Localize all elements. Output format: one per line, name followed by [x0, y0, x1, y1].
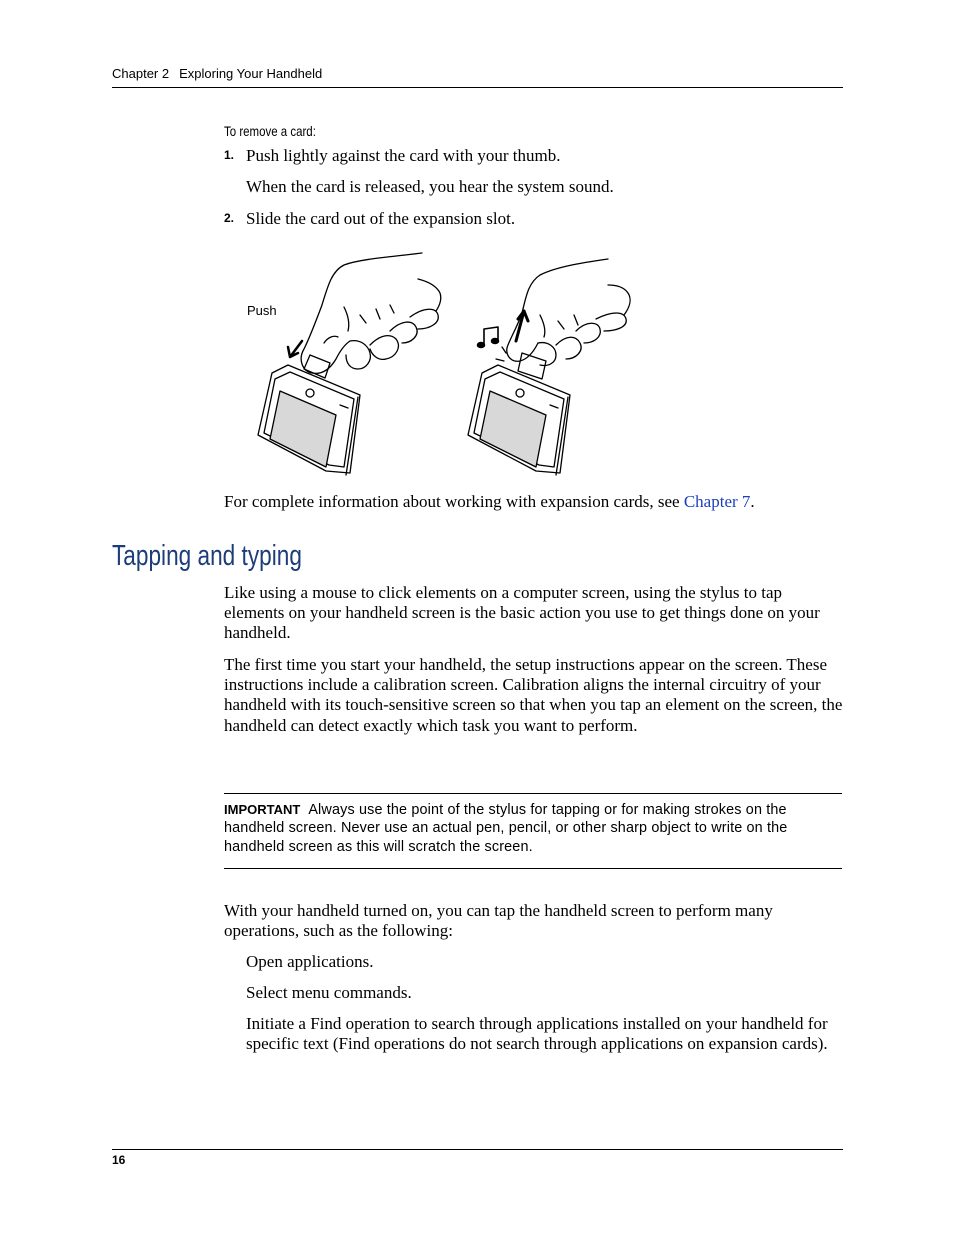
paragraph-calibration: The first time you start your handheld, the setup instructions appear on the screen. These instructions include a calibration screen. Calibration aligns the internal circuitry of your handheld with its touch-sensitive screen so that when you tap an element on the screen, the handheld can detect exactly which task you want to perform. — [224, 655, 843, 735]
step-1-note: When the card is released, you hear the system sound. — [246, 177, 614, 196]
expansion-info — [224, 492, 844, 512]
header-chapter-title: Exploring Your Handheld — [179, 66, 323, 81]
footer-rule — [112, 1149, 843, 1150]
push-label: Push — [247, 303, 277, 318]
note-bottom-rule — [224, 868, 842, 869]
info-text: For complete information about working with expansion cards, see — [224, 492, 684, 511]
paragraph-stylus: Like using a mouse to click elements on a computer screen, using the stylus to tap elements on your handheld screen is the basic action you use to get things done on your handheld. — [224, 583, 820, 643]
operation-item: Initiate a Find operation to search through applications installed on your handheld for specific text (Find operations do not search through applications on expansion cards). — [246, 1014, 828, 1054]
chapter-7-link[interactable]: Chapter 7 — [683, 492, 751, 511]
hand-left — [301, 253, 441, 373]
hand-right — [496, 259, 630, 366]
section-title: Tapping and typing — [112, 540, 302, 572]
running-header — [112, 66, 322, 81]
info-text-end: . — [750, 492, 755, 511]
push-arrow-icon — [288, 341, 302, 357]
handheld-right — [468, 365, 570, 475]
procedure-heading: To remove a card: — [224, 123, 316, 139]
operation-item: Select menu commands. — [246, 983, 412, 1002]
header-rule — [112, 87, 843, 88]
step-number: 1. — [224, 148, 235, 162]
page-number: 16 — [112, 1153, 126, 1167]
important-note — [224, 801, 844, 856]
important-label: IMPORTANT — [224, 802, 301, 817]
handheld-left — [258, 365, 360, 475]
operations-intro: With your handheld turned on, you can tap the handheld screen to perform many operations, such as the following: — [224, 901, 773, 941]
pull-arrow-icon — [516, 311, 528, 341]
header-chapter: Chapter 2 — [112, 66, 170, 81]
step-text: Push lightly against the card with your thumb. — [246, 146, 561, 165]
card-removal-illustration — [240, 245, 680, 480]
music-note-icon — [478, 327, 499, 348]
operation-item: Open applications. — [246, 952, 374, 971]
important-text: Always use the point of the stylus for tapping or for making strokes on the handheld screen. Never use an actual pen, pencil, or other sharp object to write on the handheld screen as this will scratch the screen. — [224, 802, 788, 855]
note-top-rule — [224, 793, 842, 794]
step-text: Slide the card out of the expansion slot. — [246, 209, 516, 228]
step-number: 2. — [224, 211, 235, 225]
